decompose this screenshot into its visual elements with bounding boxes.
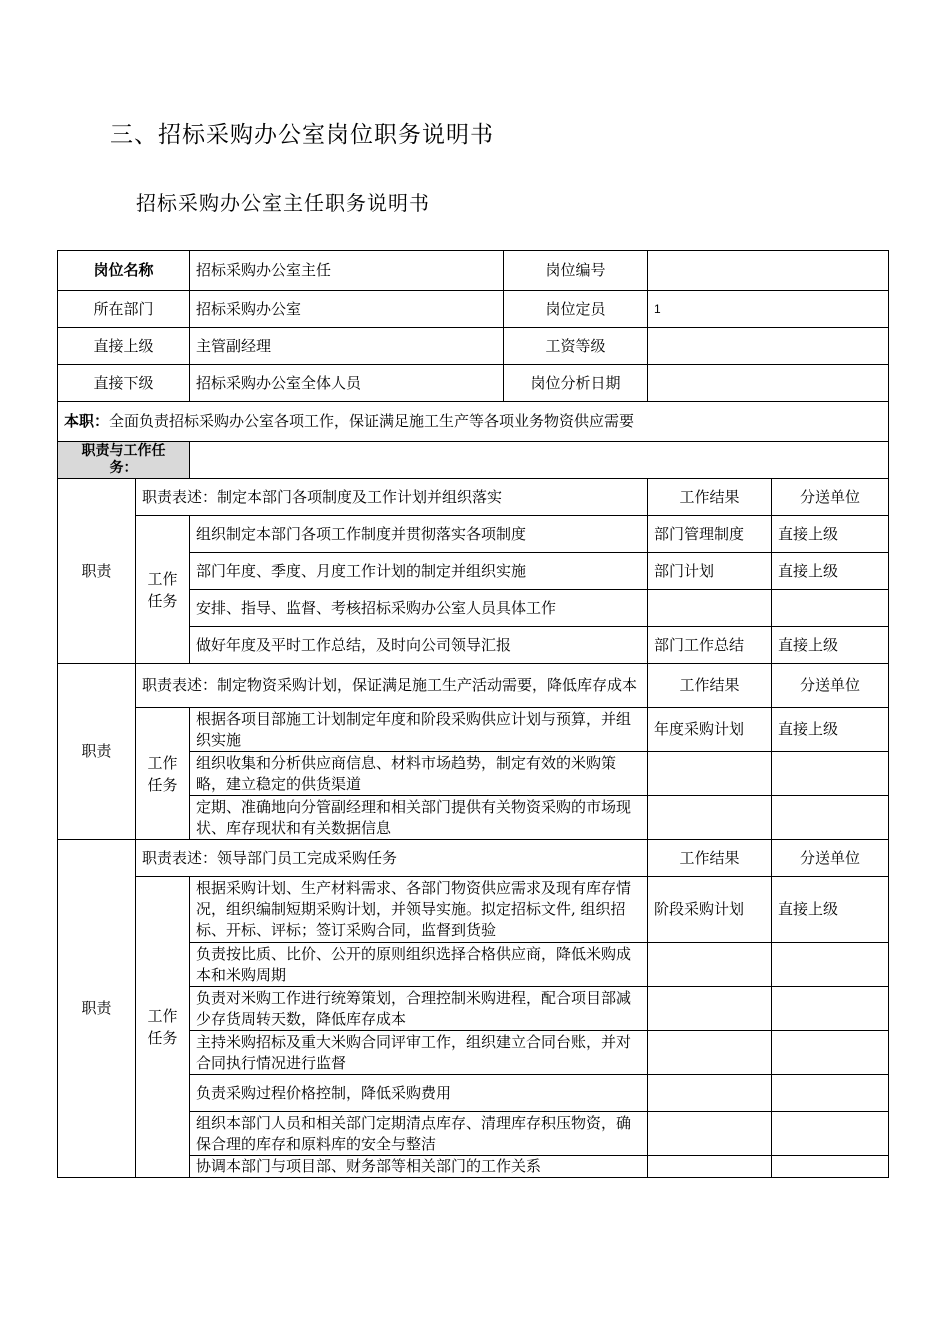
subordinate-label: 直接下级 <box>58 365 190 402</box>
superior-value: 主管副经理 <box>190 328 504 365</box>
info-row <box>58 251 889 291</box>
task-dest <box>772 1112 889 1156</box>
task-text: 主持米购招标及重大米购合同评审工作，组织建立合同台账，并对合同执行情况进行监督 <box>190 1031 648 1075</box>
task-label: 工作任务 <box>136 708 190 840</box>
task-text: 根据采购计划、生产材料需求、各部门物资供应需求及现有库存情况，组织编制短期采购计划，并领导实施。拟定招标文件, 组织招标、开标、评标；签订采购合同，监督到货验 <box>190 877 648 943</box>
task-dest <box>772 796 889 840</box>
quota-value: 1 <box>648 291 889 328</box>
post-no-label: 岗位编号 <box>504 251 648 291</box>
task-result: 部门管理制度 <box>648 516 772 553</box>
result-header: 工作结果 <box>648 664 772 708</box>
info-row <box>58 291 889 328</box>
task-result <box>648 943 772 987</box>
subordinate-value: 招标采购办公室全体人员 <box>190 365 504 402</box>
info-row <box>58 328 889 365</box>
duties-header-row <box>58 442 889 479</box>
task-dest: 直接上级 <box>772 877 889 943</box>
duties-header-blank <box>190 442 889 479</box>
task-result <box>648 987 772 1031</box>
task-text: 安排、指导、监督、考核招标采购办公室人员具体工作 <box>190 590 648 627</box>
dest-header: 分送单位 <box>772 664 889 708</box>
section-statement: 职责表述：领导部门员工完成采购任务 <box>136 840 648 877</box>
task-text: 定期、准确地向分管副经理和相关部门提供有关物资采购的市场现状、库存现状和有关数据信息 <box>190 796 648 840</box>
task-result <box>648 1031 772 1075</box>
task-result: 部门计划 <box>648 553 772 590</box>
task-dest: 直接上级 <box>772 708 889 752</box>
result-header: 工作结果 <box>648 840 772 877</box>
quota-label: 岗位定员 <box>504 291 648 328</box>
task-result: 年度采购计划 <box>648 708 772 752</box>
section-label: 职责 <box>58 479 136 664</box>
task-result: 阶段采购计划 <box>648 877 772 943</box>
result-header: 工作结果 <box>648 479 772 516</box>
task-result <box>648 1156 772 1178</box>
task-label: 工作任务 <box>136 877 190 1178</box>
task-result: 部门工作总结 <box>648 627 772 664</box>
task-label: 工作任务 <box>136 516 190 664</box>
dest-header: 分送单位 <box>772 840 889 877</box>
page-subtitle: 招标采购办公室主任职务说明书 <box>136 191 430 215</box>
superior-label: 直接上级 <box>58 328 190 365</box>
dept-value: 招标采购办公室 <box>190 291 504 328</box>
post-no-value <box>648 251 889 291</box>
task-dest: 直接上级 <box>772 553 889 590</box>
task-result <box>648 1075 772 1112</box>
page-title: 三、招标采购办公室岗位职务说明书 <box>110 122 494 148</box>
task-row <box>58 708 889 752</box>
task-text: 负责采购过程价格控制，降低采购费用 <box>190 1075 648 1112</box>
task-text: 协调本部门与项目部、财务部等相关部门的工作关系 <box>190 1156 648 1178</box>
task-dest <box>772 590 889 627</box>
dept-label: 所在部门 <box>58 291 190 328</box>
post-name-label: 岗位名称 <box>58 251 190 291</box>
task-result <box>648 1112 772 1156</box>
task-text: 组织收集和分析供应商信息、材料市场趋势，制定有效的米购策略，建立稳定的供货渠道 <box>190 752 648 796</box>
duty-cell <box>58 402 889 442</box>
duty-section-header-row <box>58 479 889 516</box>
dest-header: 分送单位 <box>772 479 889 516</box>
task-dest <box>772 1031 889 1075</box>
task-result <box>648 796 772 840</box>
duties-header: 职责与工作任务： <box>58 442 190 479</box>
salary-value <box>648 328 889 365</box>
task-row <box>58 877 889 943</box>
task-text: 负责按比质、比价、公开的原则组织选择合格供应商，降低米购成本和米购周期 <box>190 943 648 987</box>
salary-label: 工资等级 <box>504 328 648 365</box>
task-text: 负责对米购工作进行统筹策划，合理控制米购进程，配合项目部减少存货周转天数，降低库存成本 <box>190 987 648 1031</box>
section-label: 职责 <box>58 840 136 1178</box>
task-dest <box>772 1075 889 1112</box>
task-text: 做好年度及平时工作总结，及时向公司领导汇报 <box>190 627 648 664</box>
task-dest <box>772 752 889 796</box>
duty-text: 全面负责招标采购办公室各项工作，保证满足施工生产等各项业务物资供应需要 <box>109 412 635 430</box>
task-dest: 直接上级 <box>772 516 889 553</box>
task-dest: 直接上级 <box>772 627 889 664</box>
duty-section-header-row <box>58 664 889 708</box>
duty-section-header-row <box>58 840 889 877</box>
task-dest <box>772 1156 889 1178</box>
analysis-date-label: 岗位分析日期 <box>504 365 648 402</box>
task-result <box>648 752 772 796</box>
task-dest <box>772 943 889 987</box>
task-text: 组织本部门人员和相关部门定期清点库存、清理库存积压物资，确保合理的库存和原料库的安全与整洁 <box>190 1112 648 1156</box>
task-text: 组织制定本部门各项工作制度并贯彻落实各项制度 <box>190 516 648 553</box>
section-label: 职责 <box>58 664 136 840</box>
info-row <box>58 365 889 402</box>
task-row <box>58 516 889 553</box>
post-name-value: 招标采购办公室主任 <box>190 251 504 291</box>
task-dest <box>772 987 889 1031</box>
section-statement: 职责表述：制定物资采购计划，保证满足施工生产活动需要，降低库存成本 <box>136 664 648 708</box>
duty-row <box>58 402 889 442</box>
duty-label: 本职： <box>64 412 110 430</box>
task-result <box>648 590 772 627</box>
section-statement: 职责表述：制定本部门各项制度及工作计划并组织落实 <box>136 479 648 516</box>
job-description-table <box>57 250 889 1178</box>
task-text: 根据各项目部施工计划制定年度和阶段采购供应计划与预算，并组织实施 <box>190 708 648 752</box>
task-text: 部门年度、季度、月度工作计划的制定并组织实施 <box>190 553 648 590</box>
analysis-date-value <box>648 365 889 402</box>
